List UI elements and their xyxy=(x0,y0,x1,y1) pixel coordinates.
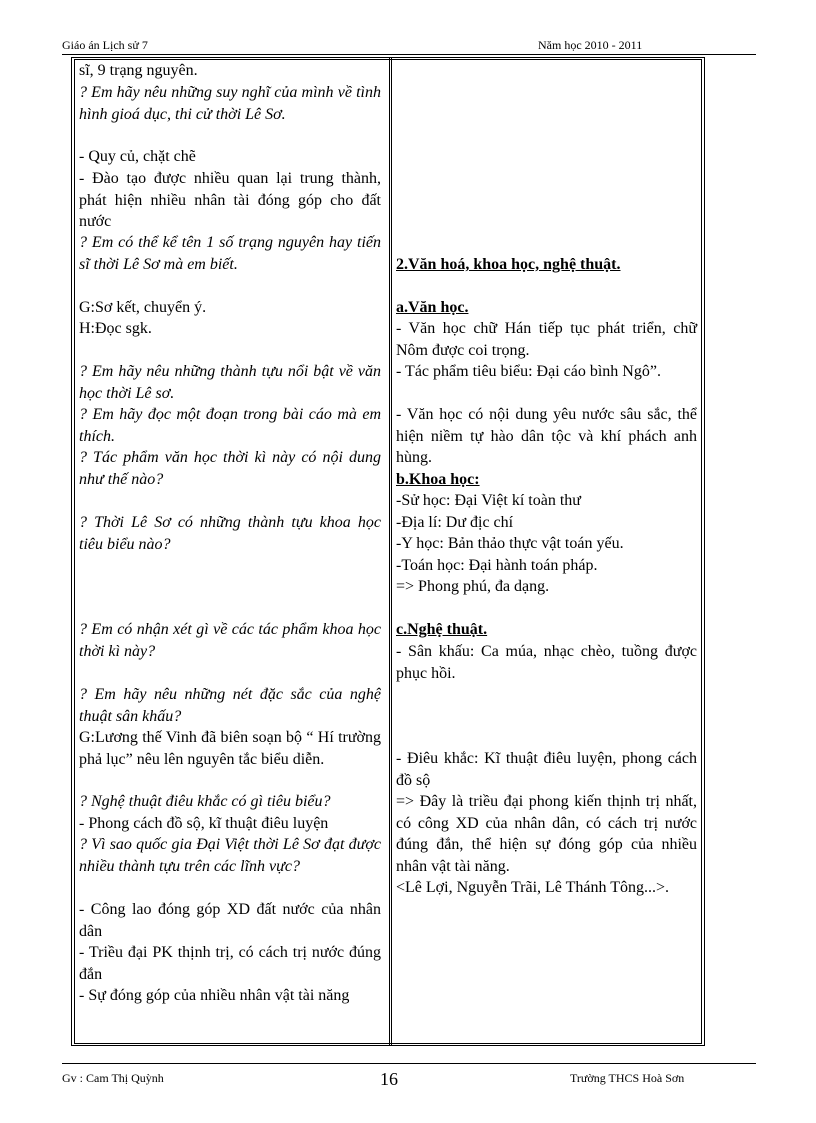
footer-rule xyxy=(62,1063,756,1064)
footer-school: Trường THCS Hoà Sơn xyxy=(570,1071,685,1085)
right-p12: - Sân khấu: Ca múa, nhạc chèo, tuồng được phục hồi. xyxy=(396,643,697,682)
left-question-p1: ? Em hãy nêu những suy nghĩ của mình về tình hình gioá dục, thi cử thời Lê Sơ. xyxy=(79,84,381,123)
footer-teacher: Gv : Cam Thị Quỳnh xyxy=(62,1071,164,1085)
left-question-p4: ? Em có thể kể tên 1 số trạng nguyên hay tiến sĩ thời Lê Sơ mà em biết. xyxy=(79,234,381,273)
right-p9: -Toán học: Đại hành toán pháp. xyxy=(396,557,598,574)
right-p15: <Lê Lợi, Nguyễn Trãi, Lê Thánh Tông...>. xyxy=(396,879,669,896)
left-p18: - Triều đại PK thịnh trị, có cách trị nước đúng đắn xyxy=(79,944,381,983)
left-question-p10: ? Thời Lê Sơ có những thành tựu khoa học tiêu biểu nào? xyxy=(79,514,381,553)
left-question-p12: ? Em hãy nêu những nét đặc sắc của nghệ thuật sân khấu? xyxy=(79,686,381,725)
right-p13: - Điêu khắc: Kĩ thuật điêu luyện, phong cách đồ sộ xyxy=(396,750,697,789)
left-p5: G:Sơ kết, chuyển ý. xyxy=(79,299,207,316)
header-subject: Giáo án Lịch sử 7 xyxy=(62,38,148,52)
right-p2: - Văn học chữ Hán tiếp tục phát triển, chữ Nôm được coi trọng. xyxy=(396,320,697,359)
header-school-year: Năm học 2010 - 2011 xyxy=(538,38,643,52)
left-question-p11: ? Em có nhận xét gì về các tác phẩm khoa học thời kì này? xyxy=(79,621,381,660)
subheading-art: c.Nghệ thuật. xyxy=(396,621,488,638)
left-question-p7: ? Em hãy nêu những thành tựu nổi bật về văn học thời Lê sơ. xyxy=(79,363,381,402)
left-question-p8: ? Em hãy đọc một đoạn trong bài cáo mà em thích. xyxy=(79,406,381,445)
left-p13: G:Lương thế Vinh đã biên soạn bộ “ Hí trường phả lục” nêu lên nguyên tắc biểu diễn. xyxy=(79,729,381,768)
subheading-literature: a.Văn học. xyxy=(396,299,469,316)
right-p4: - Văn học có nội dung yêu nước sâu sắc, thể hiện niềm tự hào dân tộc và khí phách anh hùng. xyxy=(396,406,697,467)
left-question-p14: ? Nghệ thuật điêu khắc có gì tiêu biểu? xyxy=(79,793,331,810)
header-rule xyxy=(62,54,756,55)
left-p2: - Quy củ, chặt chẽ xyxy=(79,148,196,165)
left-question-p9: ? Tác phẩm văn học thời kì này có nội dung như thế nào? xyxy=(79,449,381,488)
left-p19: - Sự đóng góp của nhiều nhân vật tài năng xyxy=(79,987,350,1004)
left-p3: - Đào tạo được nhiều quan lại trung thành, phát hiện nhiều nhân tài đóng góp cho đất nước xyxy=(79,170,381,231)
subheading-science: b.Khoa học: xyxy=(396,471,480,488)
left-question-p16: ? Vì sao quốc gia Đại Việt thời Lê Sơ đạt được nhiều thành tựu trên các lĩnh vực? xyxy=(79,836,381,875)
page-number: 16 xyxy=(380,1069,398,1089)
left-p0: sĩ, 9 trạng nguyên. xyxy=(79,62,198,79)
right-p3: - Tác phẩm tiêu biểu: Đại cáo bình Ngô”. xyxy=(396,363,661,380)
column-divider xyxy=(389,57,392,1046)
right-p10: => Phong phú, đa dạng. xyxy=(396,578,550,595)
right-p8: -Y học: Bản thảo thực vật toán yếu. xyxy=(396,535,624,552)
right-p14: => Đây là triều đại phong kiến thịnh trị nhất, có công XD của nhân dân, có cách trị nước đúng đắn, thể hiện sự đóng góp của nhiều nhân vật tài năng. xyxy=(396,793,697,875)
right-p7: -Địa lí: Dư địc chí xyxy=(396,514,514,531)
left-p15: - Phong cách đồ sộ, kĩ thuật điêu luyện xyxy=(79,815,329,832)
section-heading-culture: 2.Văn hoá, khoa học, nghệ thuật. xyxy=(396,256,621,273)
left-p6: H:Đọc sgk. xyxy=(79,320,152,337)
left-p17: - Công lao đóng góp XD đất nước của nhân dân xyxy=(79,901,381,940)
right-p6: -Sử học: Đại Việt kí toàn thư xyxy=(396,492,581,509)
